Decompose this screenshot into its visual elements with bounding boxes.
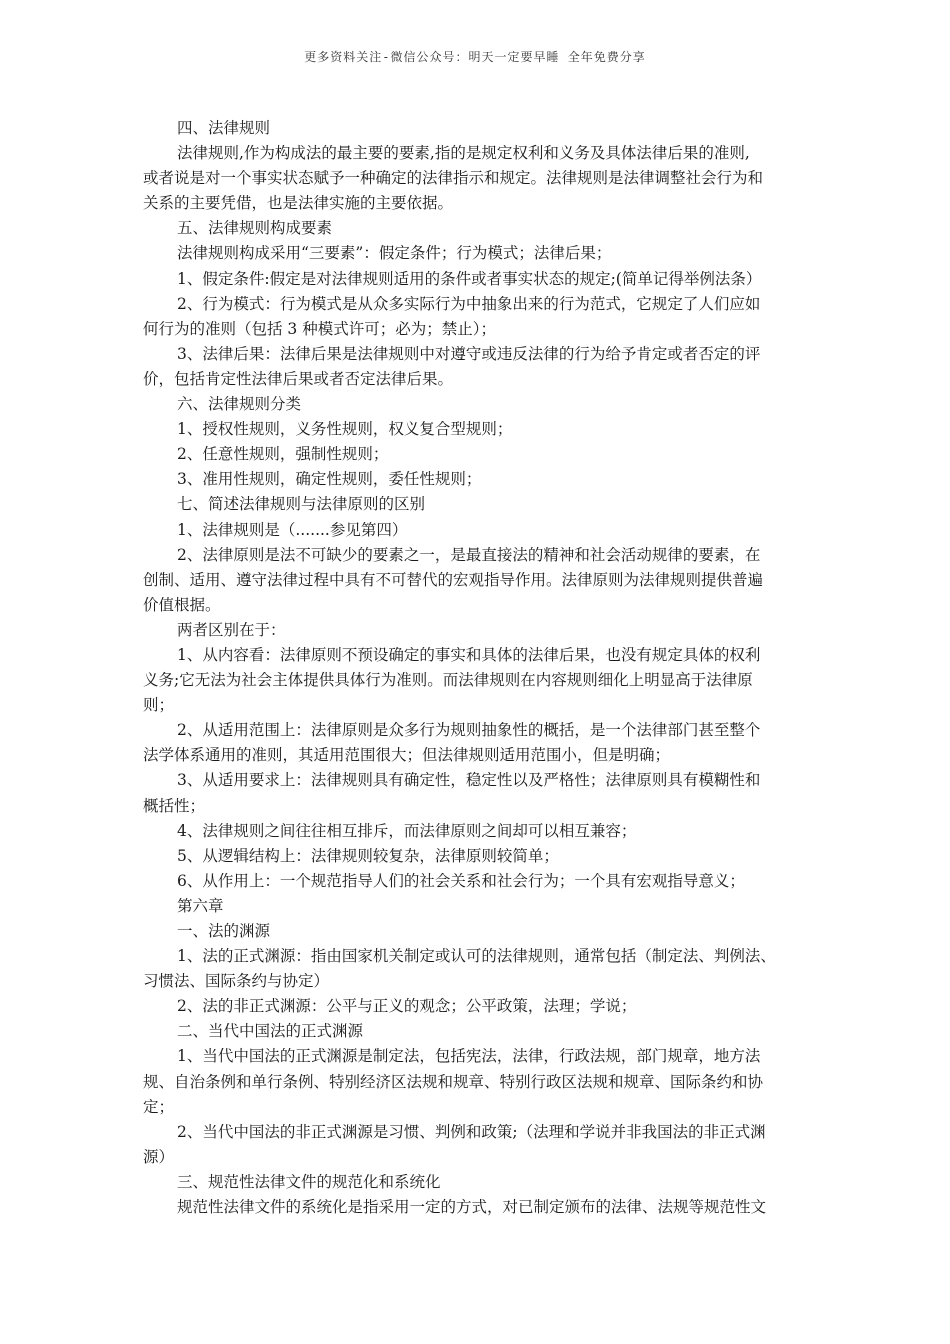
- text-line: 3、准用性规则，确定性规则，委任性规则；: [177, 470, 482, 489]
- text-line: 2、法律原则是法不可缺少的要素之一，是最直接法的精神和社会活动规律的要素，在: [177, 545, 761, 564]
- text-line: 法律规则构成采用“三要素”：假定条件；行为模式；法律后果；: [177, 244, 612, 263]
- text-line: 四、法律规则: [177, 119, 271, 137]
- text-line: 法律规则,作为构成法的最主要的要素,指的是规定权利和义务及具体法律后果的准则,: [177, 144, 750, 163]
- text-line: 1、授权性规则，义务性规则，权义复合型规则；: [177, 420, 513, 439]
- text-line: 价，包括肯定性法律后果或者否定法律后果。: [143, 369, 454, 388]
- text-line: 规范性法律文件的系统化是指采用一定的方式，对已制定颁布的法律、法规等规范性文: [177, 1198, 767, 1217]
- text-line: 源）: [143, 1147, 175, 1166]
- text-line: 2、行为模式：行为模式是从众多实际行为中抽象出来的行为范式，它规定了人们应如: [177, 294, 761, 313]
- text-line: 六、法律规则分类: [177, 395, 302, 414]
- text-line: 则；: [143, 696, 175, 715]
- text-line: 三、规范性法律文件的规范化和系统化: [177, 1172, 441, 1191]
- text-line: 规、自治条例和单行条例、特别经济区法规和规章、特别行政区法规和规章、国际条约和协: [143, 1072, 764, 1091]
- text-line: 一、法的渊源: [177, 922, 271, 940]
- text-line: 2、从适用范围上：法律原则是众多行为规则抽象性的概括，是一个法律部门甚至整个: [177, 721, 761, 740]
- text-line: 关系的主要凭借，也是法律实施的主要依据。: [143, 194, 454, 213]
- text-line: 概括性；: [143, 796, 206, 815]
- page-header: 更多资料关注-微信公众号：明天一定要早睡 全年免费分享: [304, 50, 646, 64]
- text-line: 二、当代中国法的正式渊源: [177, 1022, 364, 1041]
- text-line: 3、法律后果：法律后果是法律规则中对遵守或违反法律的行为给予肯定或者否定的评: [177, 344, 761, 363]
- text-line: 义务;它无法为社会主体提供具体行为准则。而法律规则在内容规则细化上明显高于法律原: [143, 671, 753, 690]
- text-line: 1、法的正式渊源：指由国家机关制定或认可的法律规则，通常包括（制定法、判例法、: [177, 947, 776, 966]
- text-line: 2、法的非正式渊源：公平与正义的观念；公平政策，法理；学说；: [177, 997, 637, 1016]
- text-line: 法学体系通用的准则，其适用范围很大；但法律规则适用范围小，但是明确；: [143, 746, 671, 765]
- text-line: 1、当代中国法的正式渊源是制定法，包括宪法，法律，行政法规，部门规章，地方法: [177, 1047, 761, 1066]
- text-line: 创制、适用、遵守法律过程中具有不可替代的宏观指导作用。法律原则为法律规则提供普遍: [143, 570, 764, 589]
- text-line: 5、从逻辑结构上：法律规则较复杂，法律原则较简单；: [177, 846, 559, 865]
- text-line: 2、任意性规则，强制性规则；: [177, 445, 389, 464]
- text-line: 何行为的准则（包括 3 种模式许可；必为；禁止）；: [143, 319, 496, 338]
- text-line: 6、从作用上：一个规范指导人们的社会关系和社会行为；一个具有宏观指导意义；: [177, 871, 745, 890]
- text-line: 1、假定条件:假定是对法律规则适用的条件或者事实状态的规定;(简单记得举例法条）: [177, 269, 762, 288]
- text-line: 或者说是对一个事实状态赋予一种确定的法律指示和规定。法律规则是法律调整社会行为和: [143, 169, 764, 188]
- text-line: 定；: [143, 1097, 175, 1116]
- text-line: 习惯法、国际条约与协定）: [143, 972, 330, 991]
- text-line: 价值根据。: [143, 595, 221, 614]
- text-line: 3、从适用要求上：法律规则具有确定性，稳定性以及严格性；法律原则具有模糊性和: [177, 771, 761, 790]
- text-line: 七、简述法律规则与法律原则的区别: [177, 495, 426, 514]
- text-line: 五、法律规则构成要素: [177, 219, 333, 238]
- text-line: 1、法律规则是（.......参见第四）: [177, 520, 408, 539]
- document-body: [143, 116, 807, 1220]
- text-line: 1、从内容看：法律原则不预设确定的事实和具体的法律后果，也没有规定具体的权利: [177, 645, 761, 664]
- text-line: 两者区别在于：: [177, 620, 286, 639]
- text-line: 2、当代中国法的非正式渊源是习惯、判例和政策;（法理和学说并非我国法的非正式渊: [177, 1122, 766, 1141]
- text-line: 4、法律规则之间往往相互排斥，而法律原则之间却可以相互兼容；: [177, 821, 637, 840]
- text-line: 第六章: [177, 896, 224, 915]
